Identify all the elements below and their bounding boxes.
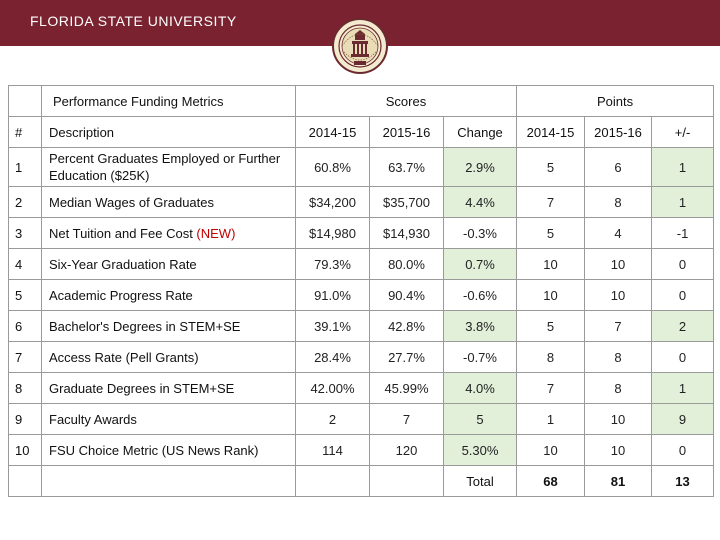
points-plus-minus: 2 (652, 311, 714, 342)
score-2015-16: 80.0% (370, 249, 444, 280)
score-change: 5 (444, 404, 517, 435)
col-header-score-2014: 2014-15 (296, 117, 370, 148)
column-header-row (9, 117, 714, 148)
points-plus-minus: 0 (652, 342, 714, 373)
score-2014-15: 39.1% (296, 311, 370, 342)
row-description (42, 249, 296, 280)
row-number: 8 (9, 373, 42, 404)
points-2015-16: 10 (585, 249, 652, 280)
description-text: Percent Graduates Employed or Further Education ($25K) (49, 151, 281, 183)
points-2014-15: 5 (517, 218, 585, 249)
total-label: Total (444, 466, 517, 497)
col-header-plus-minus: +/- (652, 117, 714, 148)
table-row (9, 342, 714, 373)
score-2014-15: $34,200 (296, 187, 370, 218)
col-header-num: # (9, 117, 42, 148)
points-2015-16: 8 (585, 187, 652, 218)
total-points-2014: 68 (517, 466, 585, 497)
score-change: 3.8% (444, 311, 517, 342)
points-plus-minus: 1 (652, 373, 714, 404)
score-2014-15: 2 (296, 404, 370, 435)
score-2014-15: 79.3% (296, 249, 370, 280)
row-number: 7 (9, 342, 42, 373)
description-text: Net Tuition and Fee Cost (49, 225, 197, 241)
description-text: Bachelor's Degrees in STEM+SE (49, 318, 241, 334)
score-2014-15: 42.00% (296, 373, 370, 404)
row-description (42, 435, 296, 466)
score-2015-16: 27.7% (370, 342, 444, 373)
points-2014-15: 5 (517, 311, 585, 342)
row-number: 1 (9, 148, 42, 187)
points-plus-minus: 0 (652, 249, 714, 280)
score-2015-16: 63.7% (370, 148, 444, 187)
total-plus-minus: 13 (652, 466, 714, 497)
score-2015-16: 120 (370, 435, 444, 466)
score-2015-16: $35,700 (370, 187, 444, 218)
points-2015-16: 10 (585, 280, 652, 311)
score-change: 4.4% (444, 187, 517, 218)
description-text: Academic Progress Rate (49, 287, 193, 303)
row-description (42, 280, 296, 311)
points-plus-minus: 0 (652, 280, 714, 311)
score-2015-16: 7 (370, 404, 444, 435)
points-2014-15: 8 (517, 342, 585, 373)
description-text: Six-Year Graduation Rate (49, 256, 197, 272)
description-text: Graduate Degrees in STEM+SE (49, 380, 235, 396)
metrics-body (9, 148, 714, 466)
col-header-change: Change (444, 117, 517, 148)
new-badge: (NEW) (196, 225, 236, 241)
total-empty-s1 (296, 466, 370, 497)
col-header-score-2015: 2015-16 (370, 117, 444, 148)
total-empty-num (9, 466, 42, 497)
points-2015-16: 8 (585, 342, 652, 373)
points-2014-15: 7 (517, 187, 585, 218)
university-title: FLORIDA STATE UNIVERSITY (30, 13, 237, 29)
row-number: 10 (9, 435, 42, 466)
points-2015-16: 6 (585, 148, 652, 187)
group-header-row (9, 86, 714, 117)
row-number: 2 (9, 187, 42, 218)
score-change: -0.6% (444, 280, 517, 311)
table-row (9, 187, 714, 218)
metrics-group-header: Performance Funding Metrics (42, 86, 296, 117)
points-2014-15: 10 (517, 435, 585, 466)
table-row (9, 373, 714, 404)
row-number: 5 (9, 280, 42, 311)
points-2014-15: 10 (517, 280, 585, 311)
total-empty-s2 (370, 466, 444, 497)
points-plus-minus: 9 (652, 404, 714, 435)
description-text: Faculty Awards (49, 411, 137, 427)
score-2014-15: $14,980 (296, 218, 370, 249)
row-number: 9 (9, 404, 42, 435)
row-description (42, 342, 296, 373)
row-description (42, 373, 296, 404)
points-2014-15: 5 (517, 148, 585, 187)
score-2014-15: 114 (296, 435, 370, 466)
points-plus-minus: 0 (652, 435, 714, 466)
row-number: 4 (9, 249, 42, 280)
score-2014-15: 60.8% (296, 148, 370, 187)
score-2015-16: 42.8% (370, 311, 444, 342)
points-group-header: Points (517, 86, 714, 117)
row-description (42, 404, 296, 435)
score-change: 0.7% (444, 249, 517, 280)
performance-funding-table (8, 85, 714, 497)
points-2014-15: 7 (517, 373, 585, 404)
score-change: -0.3% (444, 218, 517, 249)
points-2015-16: 10 (585, 404, 652, 435)
table-row (9, 218, 714, 249)
points-plus-minus: 1 (652, 148, 714, 187)
total-points-2015: 81 (585, 466, 652, 497)
row-number: 3 (9, 218, 42, 249)
score-change: 4.0% (444, 373, 517, 404)
table-row (9, 435, 714, 466)
score-change: 2.9% (444, 148, 517, 187)
total-row (9, 466, 714, 497)
row-description (42, 311, 296, 342)
table-row (9, 280, 714, 311)
table-row (9, 311, 714, 342)
description-text: Median Wages of Graduates (49, 194, 214, 210)
score-2014-15: 28.4% (296, 342, 370, 373)
score-2015-16: 45.99% (370, 373, 444, 404)
points-2014-15: 1 (517, 404, 585, 435)
score-change: -0.7% (444, 342, 517, 373)
points-plus-minus: -1 (652, 218, 714, 249)
score-2014-15: 91.0% (296, 280, 370, 311)
table-row (9, 404, 714, 435)
row-description (42, 218, 296, 249)
points-2015-16: 10 (585, 435, 652, 466)
table-row (9, 249, 714, 280)
score-2015-16: $14,930 (370, 218, 444, 249)
col-header-points-2014: 2014-15 (517, 117, 585, 148)
university-seal-icon (332, 18, 388, 74)
description-text: Access Rate (Pell Grants) (49, 349, 199, 365)
points-2015-16: 8 (585, 373, 652, 404)
col-header-description: Description (42, 117, 296, 148)
score-change: 5.30% (444, 435, 517, 466)
score-2015-16: 90.4% (370, 280, 444, 311)
table-row (9, 148, 714, 187)
points-plus-minus: 1 (652, 187, 714, 218)
col-header-points-2015: 2015-16 (585, 117, 652, 148)
row-description (42, 187, 296, 218)
corner-cell (9, 86, 42, 117)
description-text: FSU Choice Metric (US News Rank) (49, 442, 259, 458)
points-2014-15: 10 (517, 249, 585, 280)
scores-group-header: Scores (296, 86, 517, 117)
points-2015-16: 7 (585, 311, 652, 342)
row-number: 6 (9, 311, 42, 342)
total-empty-desc (42, 466, 296, 497)
points-2015-16: 4 (585, 218, 652, 249)
row-description (42, 148, 296, 187)
